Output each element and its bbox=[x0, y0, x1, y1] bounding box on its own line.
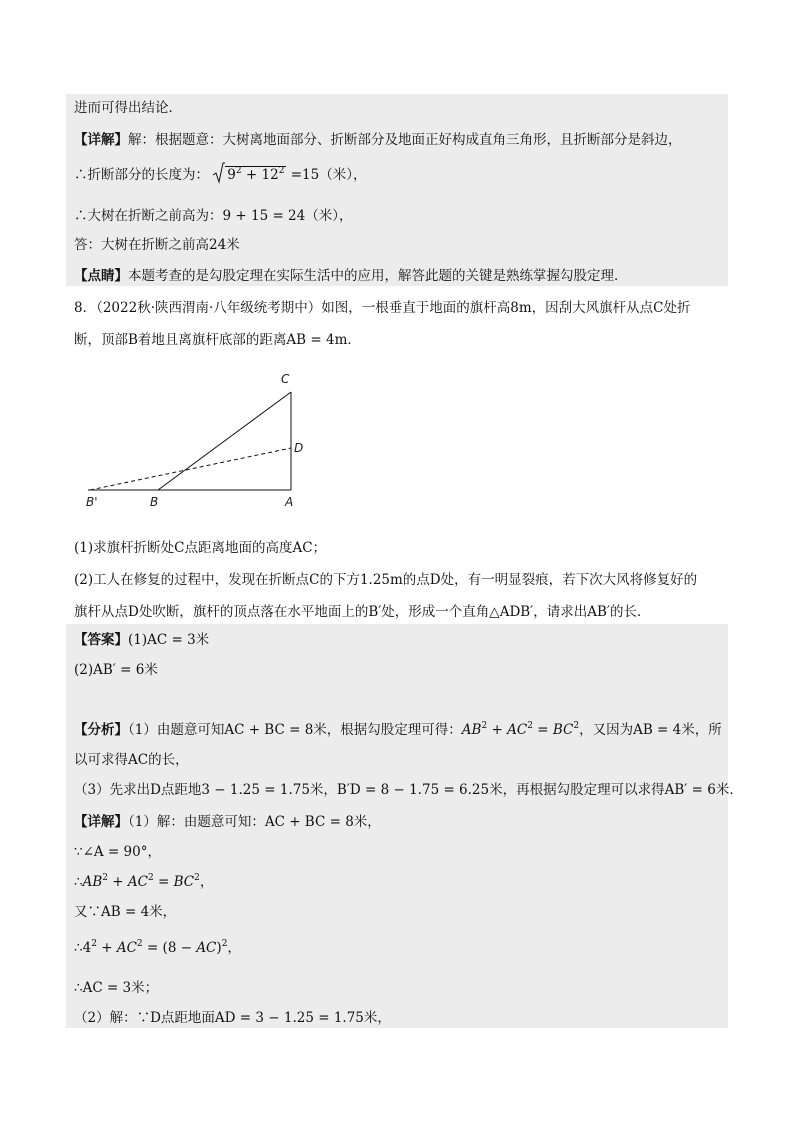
formula-label: ∴折断部分的长度为： bbox=[74, 167, 209, 183]
detail-punct: ， bbox=[199, 874, 214, 890]
dashed-segment-db bbox=[90, 448, 291, 490]
detail-line: $\therefore AB^2 + AC^2 = BC^2$， bbox=[74, 873, 214, 890]
analysis-line: （3）先求出D点距地3 − 1.25 = 1.75米，B′D = 8 − 1.75 = 6.25米，再根据勾股定理可以求得AB′ = 6米． bbox=[74, 782, 743, 798]
label-d: D bbox=[294, 441, 304, 455]
answer-line bbox=[74, 630, 209, 650]
analysis-line: 以可求得AC的长， bbox=[74, 752, 189, 768]
question-line: 旗杆从点D处吹断，旗杆的顶点落在水平地面上的B′处，形成一个直角△ADB′，请求出AB′的长． bbox=[74, 604, 651, 620]
detail-text: （1）解：由题意可知：AC + BC = 8米， bbox=[128, 814, 381, 830]
formula-inline: $AB^2 + AC^2 = BC^2$ bbox=[461, 721, 580, 738]
detail-tag: 【详解】 bbox=[74, 132, 128, 148]
detail-text: 解：根据题意：大树离地面部分、折断部分及地面正好构成直角三角形，且折断部分是斜边， bbox=[128, 132, 682, 148]
text-line: ∴大树在折断之前高为：9 + 15 = 24（米）， bbox=[74, 208, 353, 224]
answer-line: (2)AB′ = 6米 bbox=[74, 662, 158, 678]
detail-line: ∵∠A = 90°， bbox=[74, 844, 161, 860]
answer-text: (1)AC = 3米 bbox=[128, 632, 210, 648]
detail-tag: 【详解】 bbox=[74, 814, 128, 830]
label-c: C bbox=[281, 372, 290, 386]
formula-result: =15（米）， bbox=[290, 167, 367, 183]
question-line: (2)工人在修复的过程中，发现在折断点C的下方1.25m的点D处，有一明显裂痕，若下次大风将修复好的 bbox=[74, 572, 698, 588]
problem-line: 断，顶部B着地且离旗杆底部的距离AB = 4m． bbox=[74, 332, 361, 348]
sqrt-icon bbox=[213, 162, 225, 184]
detail-line: 又∵AB = 4米， bbox=[74, 904, 177, 920]
detail-line bbox=[74, 812, 381, 832]
analysis-line bbox=[74, 720, 722, 740]
answer-line: 答：大树在折断之前高24米 bbox=[74, 237, 240, 253]
formula-line bbox=[74, 165, 366, 185]
label-a: A bbox=[285, 495, 294, 509]
problem-line: 8．（2022秋·陕西渭南·八年级统考期中）如图，一根垂直于地面的旗杆高8m，因刮大风旗杆从点C处折 bbox=[74, 300, 691, 316]
label-b-prime: B' bbox=[86, 495, 98, 509]
comment-tag: 【点睛】 bbox=[74, 268, 128, 284]
question-line: (1)求旗杆折断处C点距离地面的高度AC； bbox=[74, 540, 327, 556]
sqrt-expression: $9^2 + 12^2$ bbox=[213, 165, 286, 185]
answer-tag: 【答案】 bbox=[74, 632, 128, 648]
detail-punct: ， bbox=[227, 940, 241, 956]
detail-line: （2）解：∵D点距地面AD = 3 − 1.25 = 1.75米， bbox=[74, 1010, 391, 1026]
detail-line: $\therefore 4^2 + AC^2 = (8 - AC)^2$， bbox=[74, 939, 241, 956]
detail-line: ∴AC = 3米； bbox=[74, 980, 159, 996]
analysis-tag: 【分析】 bbox=[74, 722, 128, 738]
geometry-diagram bbox=[80, 366, 310, 516]
analysis-text: （1）由题意可知AC + BC = 8米，根据勾股定理可得： bbox=[128, 722, 462, 738]
label-b: B bbox=[150, 495, 159, 509]
flagpole-figure bbox=[80, 366, 310, 516]
comment-line bbox=[74, 266, 628, 286]
analysis-text: ，又因为AB = 4米，所 bbox=[579, 722, 722, 738]
solution-block-shade bbox=[66, 94, 728, 286]
comment-text: 本题考查的是勾股定理在实际生活中的应用，解答此题的关键是熟练掌握勾股定理． bbox=[128, 268, 628, 284]
detail-line bbox=[74, 130, 682, 150]
broken-segment-bc bbox=[158, 392, 291, 490]
text-line: 进而可得出结论． bbox=[74, 100, 182, 116]
